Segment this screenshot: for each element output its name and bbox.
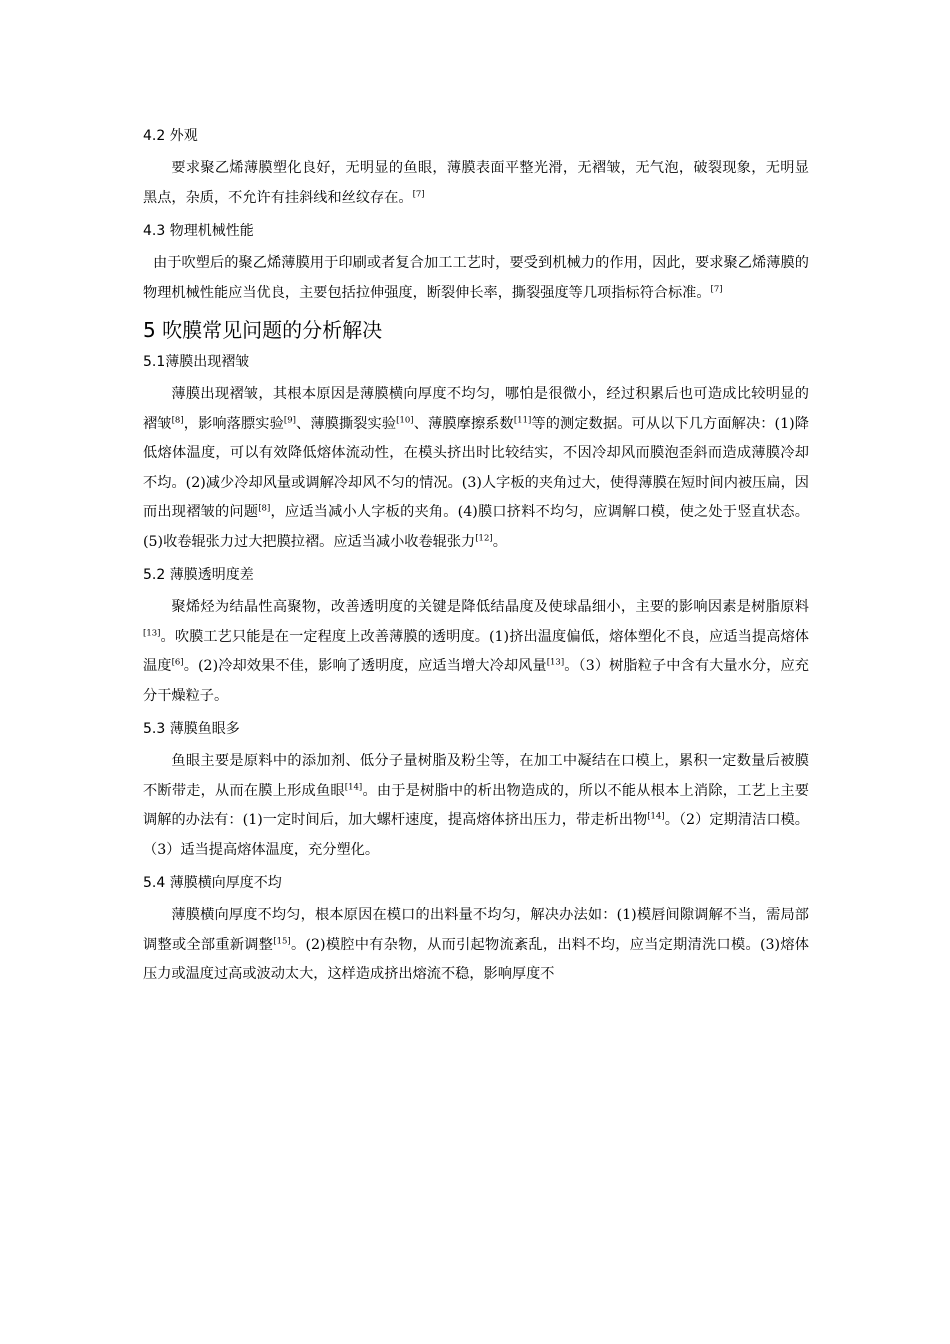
text-run: 薄膜横向厚度不均匀，根本原因在模口的出料量不均匀，解决办法如：(1)模唇间隙调解不当，需局部调整或全部重新调整 — [143, 907, 809, 953]
text-run: 。 — [492, 533, 507, 550]
body-paragraph — [143, 901, 809, 990]
text-run: 等的测定数据。可从以下几方面解决：(1)降低熔体温度，可以有效降低熔体流动性，在模头挤出时比较结实，不因冷却风而膜泡歪斜而造成薄膜冷却不均。(2)减少冷却风量或调解冷却风不匀的情况。(3)人字板的夹角过大，使得薄膜在短时间内被压扁，因而出现褶皱的问题 — [143, 415, 809, 520]
text-run: 。(2)模腔中有杂物，从而引起物流紊乱，出料不均，应当定期清洗口模。(3)熔体压力或温度过高或波动太大，这样造成挤出熔流不稳，影响厚度不 — [143, 936, 809, 982]
text-run: 。吹膜工艺只能是在一定程度上改善薄膜的透明度。(1)挤出温度偏低，熔体塑化不良，应适当提高熔体温度 — [143, 628, 809, 674]
chapter-heading: 5 吹膜常见问题的分析解决 — [143, 318, 383, 342]
text-run: ，影响落膘实验 — [183, 415, 284, 432]
citation-ref: [15] — [273, 935, 291, 946]
section-heading: 4.3 物理机械性能 — [143, 223, 254, 239]
section-heading: 5.2 薄膜透明度差 — [143, 567, 254, 583]
citation-ref: [14] — [647, 811, 665, 822]
text-run: 薄膜出现褶皱，其根本原因是薄膜横向厚度不均匀，哪怕是很微小，经过积累后也可造成比较明显的褶皱 — [143, 386, 809, 432]
citation-ref: [12] — [475, 532, 493, 543]
citation-ref: [10] — [396, 414, 414, 425]
text-run: 。（3）树脂粒子中含有大量水分，应充分干燥粒子。 — [143, 658, 809, 704]
citation-ref: [13] — [546, 657, 565, 668]
text-run: 。(2)冷却效果不佳，影响了透明度，应适当增大冷却风量 — [183, 658, 547, 674]
text-run: 。由于是树脂中的析出物造成的，所以不能从根本上消除，工艺上主要调解的办法有：(1)一定时间后，加大螺杆速度，提高熔体挤出压力，带走析出物 — [143, 782, 809, 828]
body-paragraph — [143, 747, 809, 865]
body-paragraph — [143, 593, 809, 711]
body-paragraph — [143, 380, 809, 557]
text-run: 鱼眼主要是原料中的添加剂、低分子量树脂及粉尘等，在加工中凝结在口模上，累积一定数量后被膜不断带走，从而在膜上形成鱼眼 — [143, 753, 809, 799]
section-heading: 5.3 薄膜鱼眼多 — [143, 721, 240, 737]
text-run: 、薄膜摩擦系数 — [413, 415, 514, 432]
citation-ref: [13] — [143, 627, 161, 638]
citation-ref: [9] — [283, 414, 296, 425]
citation-ref: [11] — [513, 414, 532, 425]
text-run: 要求聚乙烯薄膜塑化良好，无明显的鱼眼，薄膜表面平整光滑，无褶皱，无气泡，破裂现象，无明显黑点，杂质，不允许有挂斜线和丝纹存在。 — [143, 160, 809, 206]
citation-ref: [7] — [412, 188, 425, 199]
text-run: 聚烯烃为结晶性高聚物，改善透明度的关键是降低结晶度及使球晶细小，主要的影响因素是树脂原料 — [171, 599, 809, 615]
citation-ref: [14] — [344, 781, 363, 792]
citation-ref: [7] — [710, 283, 723, 294]
section-heading: 5.4 薄膜横向厚度不均 — [143, 875, 282, 891]
document-content — [143, 118, 809, 990]
citation-ref: [6] — [171, 657, 184, 668]
body-paragraph — [143, 249, 809, 308]
citation-ref: [8] — [171, 414, 184, 425]
text-run: 。（2）定期清洁口模。（3）适当提高熔体温度，充分塑化。 — [143, 812, 809, 858]
section-heading: 5.1薄膜出现褶皱 — [143, 354, 250, 370]
text-run: ，应适当减小人字板的夹角。(4)膜口挤料不均匀，应调解口模，使之处于竖直状态。(5)收卷辊张力过大把膜拉褶。应适当减小收卷辊张力 — [143, 504, 809, 550]
section-heading: 4.2 外观 — [143, 128, 198, 144]
text-run: 由于吹塑后的聚乙烯薄膜用于印刷或者复合加工工艺时，要受到机械力的作用，因此，要求聚乙烯薄膜的物理机械性能应当优良，主要包括拉伸强度，断裂伸长率，撕裂强度等几项指标符合标准。 — [143, 255, 809, 301]
text-run: 、薄膜撕裂实验 — [295, 415, 397, 432]
citation-ref: [8] — [258, 503, 271, 514]
body-paragraph — [143, 154, 809, 213]
